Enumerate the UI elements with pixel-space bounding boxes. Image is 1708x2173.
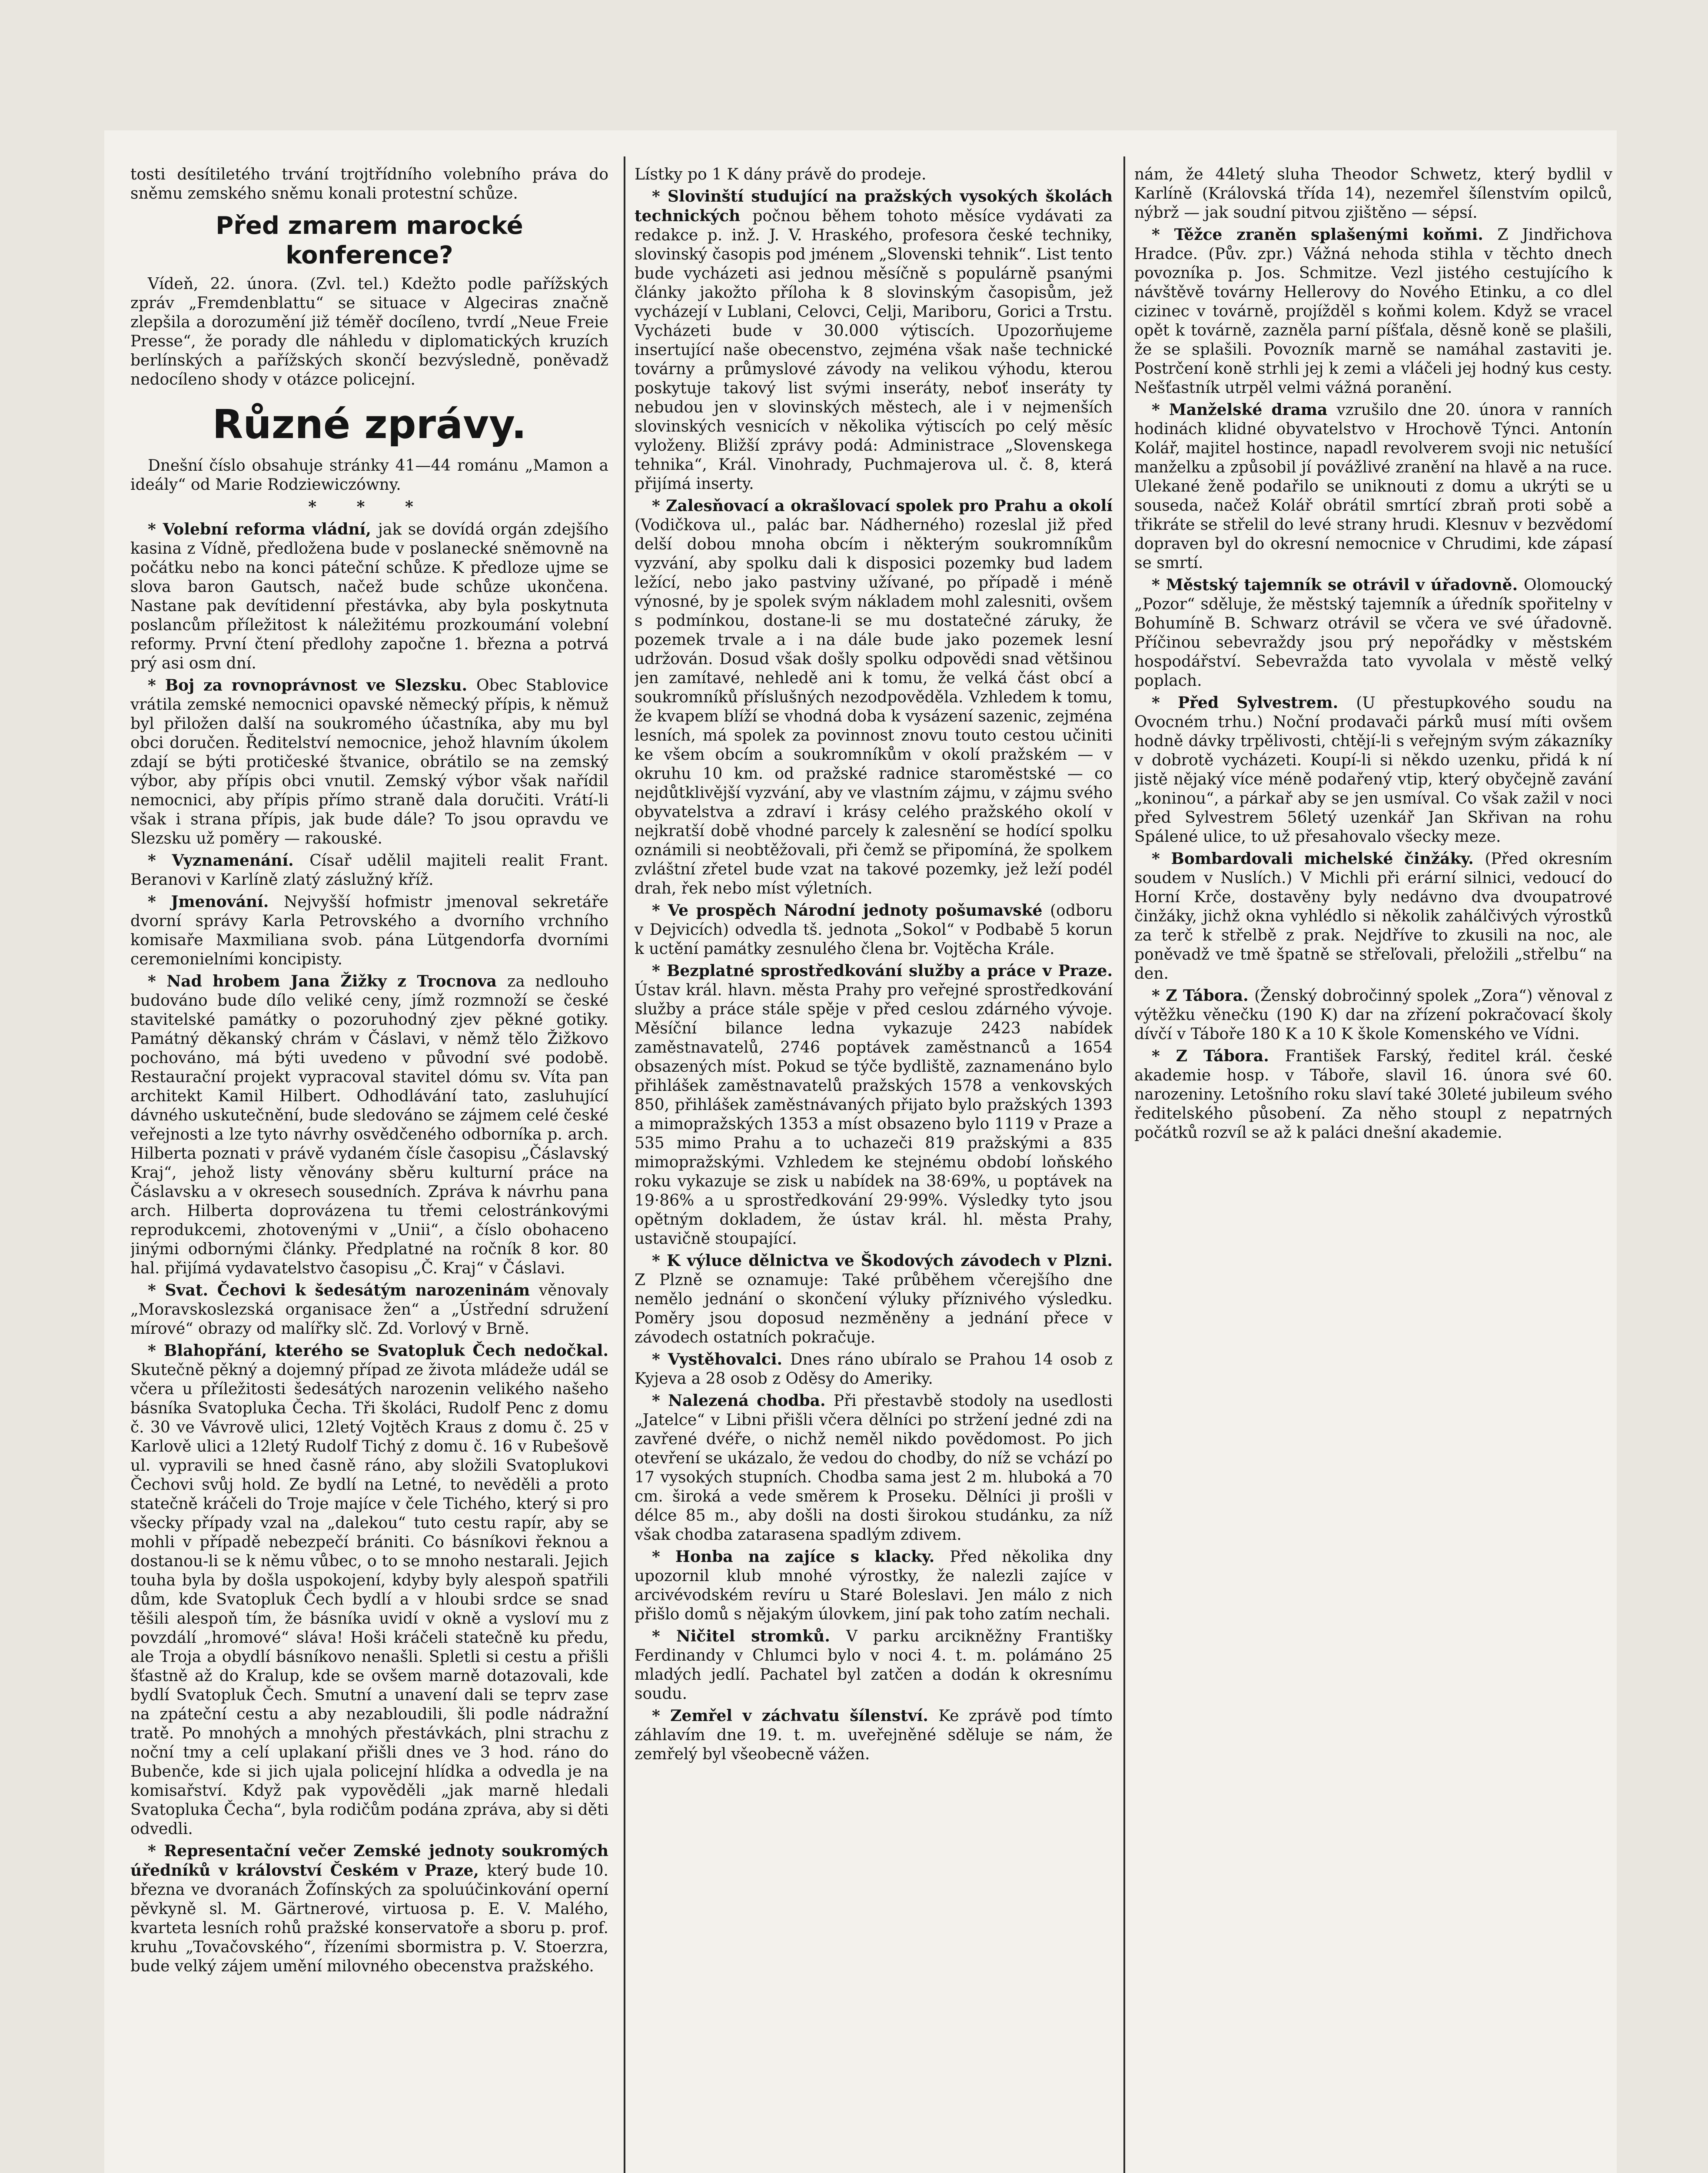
news-item-text: Olomoucký „Pozor“ sděluje, že městský tajemník a úředník spořitelny v Bohumíně B. Schwarz otrávil se včera ve své úřadovně. Příčinou sebevraždy jsou prý nepořádky v městském hospodářství. Sebevražda tato vyvolala v městě velký poplach. [1134,576,1612,690]
news-item-text: Dnes ráno ubíralo se Prahou 14 osob z Kyjeva a 28 osob z Oděsy do Ameriky. [635,1351,1113,1388]
article-headline: Před zmarem marocké konference? [216,212,523,269]
news-item-text: vzrušilo dne 20. února v ranních hodinách klidné obyvatelstvo v Hrochově Týnci. Antonín Kolář, majitel hostince, napadl revolverem svoji nic netušící manželku a způsobil jí povážlivé zranění na hlavě a na ruce. Ulekané ženě podařilo se uniknouti z domu a ukrýti se u souseda, načež Kolář obrátil smrtící zbraň proti sobě a třikráte se střelil do levé strany hrudi. Klesnuv v bezvědomí dopraven byl do okresní nemocnice v Chrudimi, kde zápasí se smrtí. [1134,401,1612,572]
news-item-lead: * Před Sylvestrem. [1152,694,1356,712]
news-item-text: který bude 10. března ve dvoranách Žofínských za spoluúčinkování operní pěvkyně sl. M. Gärtnerové, virtuosa p. E. V. Malého, kvarteta lesních rohů pražské konservatoře a sboru p. prof. kruhu „Tovačovského“, řízeními sbormistra p. V. Stoerzra, bude velký zájem umění milovného obecenstva pražského. [130,1862,608,1975]
news-item [635,961,1113,1249]
news-item [130,1841,608,1976]
news-item [635,1706,1113,1764]
news-item-text: Císař udělil majiteli realit Frant. Beranovi v Karlíně zlatý záslužný kříž. [130,852,608,889]
news-item [1134,693,1612,847]
news-item-text: Z Jindřichova Hradce. (Pův. zpr.) Vážná nehoda stihla v těchto dnech povozníka p. Jos. Schmitze. Vezl jistého cestujícího k návštěvě továrny Hellerovy do Nového Etinku, a co dlel cizinec v továrně, projížděl s koňmi kolem. Když se vracel opět k továrně, zazněla parní píšťala, děsně koně se plašili, že se splašili. Povozník marně se namáhal zastaviti je. Postrčení koně strhli jej k zemi a vláčeli jej hodný kus cesty. Nešťastník utrpěl velmi vážná poranění. [1134,226,1612,397]
news-item-lead: * Vyznamenání. [148,851,310,870]
news-item [130,851,608,890]
news-item-lead: * Zemřel v záchvatu šílenství. [652,1707,939,1725]
novel-note: Dnešní číslo obsahuje stránky 41—44 románu „Mamon a ideály“ od Marie Rodziewiczówny. [130,457,608,494]
news-item-text: Ke zprávě pod tímto záhlavím dne 19. t. m. uveřejněné sděluje se nám, že zemřelý byl všeobecně vážen. [635,1707,1113,1763]
news-item [130,972,608,1278]
news-item-text: (odboru v Dejvicích) odvedla tš. jednota „Sokol“ v Podbabě 5 korun k uctění památky zesnulého člena br. Vojtěcha Krále. [635,902,1113,958]
news-item-lead: * Z Tábora. [1152,987,1255,1005]
column-rule [624,156,625,2173]
news-item-lead: * Vystěhovalci. [652,1350,790,1369]
news-item-text: za nedlouho budováno bude dílo veliké ceny, jímž rozmnoží se české stavitelské památky o pozoruhodný zjev pěkné gotiky. Památný děkanský chrám v Čáslavi, v němž tělo Žižkovo pochováno, má býti uvedeno v původní své podobě. Restaurační projekt vypracoval stavitel dómu sv. Víta pan architekt Kamil Hilbert. Odhodlávání tato, zasluhující dávného uskutečnění, bude sledováno se zájmem celé české veřejnosti a lze tyto návrhy osvědčeného odborníka p. arch. Hilberta poznati v právě vydaném čísle časopisu „Čáslavský Kraj“, jehož listy věnovány sběru kulturní práce na Čáslavsku a v okresech sousedních. Zpráva k návrhu pana arch. Hilberta doprovázena tu třemi celostránkovými reprodukcemi, zhotovenými v „Unii“, a číslo obohaceno jinými odbornými články. Předplatné na ročník 8 kor. 80 hal. přijímá vydavatelstvo časopisu „Č. Kraj“ v Čáslavi. [130,973,608,1277]
news-item [635,1251,1113,1347]
column-right [1134,165,1612,2173]
section-title: Různé zprávy. [212,401,527,448]
news-item [1134,1047,1612,1143]
news-item-text: Obec Stablovice vrátila zemské nemocnici opavské německý přípis, k němuž byl přiložen další na soukromého účastníka, aby mu byl obci doručen. Ředitelství nemocnice, jehož hlavním úkolem zdají se býti protičeské štvanice, obrátilo se na zemský výbor, aby přípis obci vnutil. Zemský výbor však nařídil nemocnici, aby přípis přímo straně dala doručiti. Vrátí-li však i strana přípis, jak bude dále? To jsou opravdu ve Slezsku už poměry — rakouské. [130,677,608,847]
news-item-text: počnou během tohoto měsíce vydávati za redakce p. inž. J. V. Hraského, profesora české techniky, slovinský časopis pod jménem „Slovenski tehnik“. List tento bude vycházeti asi jednou měsíčně s populárně psanými články jakožto příloha k 8 slovinským časopisům, jež vycházejí v Lublani, Celovci, Celji, Mariboru, Gorici a Trstu. Vycházeti bude v 30.000 výtiscích. Upozorňujeme insertující naše obecenstvo, zejména však naše technické továrny a průmyslové závody na velikou výhodu, kterou poskytuje takový list svými inseráty, neboť inseráty ty nebudou jen v slovinských městech, ale i v nejmenších slovinských vesnicích v několika výtiscích po celý měsíc vyloženy. Bližší zprávy podá: Administrace „Slovenskega tehnika“, Král. Vinohrady, Puchmajerova ul. č. 8, která přijímá inserty. [635,207,1113,493]
news-item [130,892,608,969]
news-item-lead: * Slovinští studující na pražských vysokých školách technických [635,187,1113,225]
news-item-text: František Farský, ředitel král. české akademie hosp. v Táboře, slavil 16. února své 60. narozeniny. Letošního roku slaví také 30leté jubileum svého ředitelského působení. Za něho stoupl z nepatrných počátků rozvíl se až k paláci dnešní akademie. [1134,1047,1612,1142]
news-item [130,520,608,673]
intro-text: nám, že 44letý sluha Theodor Schwetz, který bydlil v Karlíně (Královská třída 14), nezemřel šílenstvím opilců, nýbrž — jak soudní pitvou zjištěno — sépsí. [1134,166,1612,222]
news-items [635,187,1113,1764]
separator-stars: * * * [308,498,431,516]
news-item-text: Skutečně pěkný a dojemný případ ze života mládeže udál se včera u příležitosti šedesátých narozenin velikého našeho básníka Svatopluka Čecha. Tři školáci, Rudolf Penc z domu č. 30 ve Vávrově ulici, 12letý Vojtěch Kraus z domu č. 25 v Karlově ulici a 12letý Rudolf Tichý z domu č. 16 v Rubešově ul. vypravili se hned časně ráno, aby složili Svatoplukovi Čechovi svůj hold. Ze bydlí na Letné, to nevěděli a proto statečně kráčeli do Troje majíce v čele Tichého, který si pro všecky případy vzal na „dalekou“ tuto cestu rapír, aby se mohli v případě nebezpečí brániti. Co básníkovi řeknou a dostanou-li se k němu vůbec, o to se mnoho nestarali. Jejich touha byla by došla uspokojení, kdyby byly alespoň spatřili dům, kde Svatopluk Čech bydlí a v hloubi srdce se snad těšili alespoň tím, že básníka uvidí v okně a vysloví mu z povzdálí „hromové“ sláva! Hoši kráčeli statečně ku předu, ale Troja a obydlí básníkovo nenašli. Spletli si cestu a přišli šťastně až do Kralup, kde se ovšem marně dotazovali, kde bydlí Svatopluk Čech. Smutní a unavení dali se teprv zase na zpáteční cestu a aby nezabloudili, šli podle nádražní tratě. Po mnohých a mnohých přestávkách, plni strachu z noční tmy a celí uplakaní přišli dnes ve 3 hod. ráno do Bubenče, kde si jich ujala policejní hlídka a odvedla je na komisařství. Když pak vypověděli „jak marně hledali Svatopluka Čecha“, byla rodičům podána zpráva, aby si děti odvedli. [130,1361,608,1838]
news-item [1134,225,1612,398]
news-item-lead: * K výluce dělnictva ve Škodových závodech v Plzni. [652,1252,1113,1270]
news-item-text: V parku arcikněžny Františky Ferdinandy v Chlumci bylo v noci 4. t. m. polámáno 25 mladých jedlí. Pachatel byl zatčen a dodán k okresnímu soudu. [635,1628,1113,1703]
news-item [1134,575,1612,691]
news-item-text: Ústav král. hlavn. města Prahy pro veřejné sprostředkování služby a práce stále spěje v před ceslou zdárného vývoje. Měsíční bilance ledna vykazuje 2423 nabídek zaměstnavatelů, 2746 poptávek zaměstnanců a 1654 obsazených míst. Pokud se týče bydliště, zaznamenáno bylo přihlášek zaměstnavatelů pražských 1578 a venkovských 850, přihlášek zaměstnávaných přijato bylo pražských 1393 a mimopražských 1353 a míst obsazeno bylo 1119 v Praze a 535 mimo Prahu a to uchazeči 819 pražskými a 835 mimopražskými. Vzhledem ke stejnému období loňského roku vykazuje se zisk u nabídek na 38·69%, u poptávek na 19·86% a u sprostředkování 29·99%. Výsledky tyto jsou opětným dokladem, že ústav král. hl. města Prahy, ustavičně stoupající. [635,981,1113,1248]
news-item-lead: * Ve prospěch Národní jednoty pošumavské [652,901,1050,920]
column-left [130,165,608,2173]
news-item [635,1547,1113,1624]
news-item-text: (U přestupkového soudu na Ovocném trhu.) Noční prodavači párků musí míti ovšem hodně dávky trpělivosti, chtějí-li s veřejným svým zákazníky v dobrotě vycházeti. Koupí-li si někdo uzenku, přidá k ní jistě nějaký více méně podařený vtip, který obyčejně zavání „koninou“, a párkař aby se jen usmíval. Co však zažil v noci před Sylvestrem 56letý uzenkář Jan Skřivan na rohu Spálené ulice, to už přesahovalo všecky meze. [1134,694,1612,846]
news-item-text: Nejvyšší hofmistr jmenoval sekretáře dvorní správy Karla Petrovského a dvorního vrchního komisaře Maxmiliana svob. pána Lütgendorfa dvorními ceremonielními koncipisty. [130,893,608,968]
news-item-text: Z Plzně se oznamuje: Také průběhem včerejšího dne nemělo jednání o skončení výluky příznivého výsledku. Poměry jsou doposud nezměněny a jednání přece v závodech ostatních pokračuje. [635,1271,1113,1346]
news-item [635,496,1113,898]
news-item-lead: * Boj za rovnoprávnost ve Slezsku. [148,676,476,694]
news-item-text: (Vodičkova ul., palác bar. Nádherného) rozeslal již před delší dobou mnoha obcím i některým soukromníkům vyzvání, aby spolku dali k disposici pozemky bud ladem ležící, nebo jako pastviny užívané, po případě i méně výnosné, by je spolek svým nákladem mohl zalesniti, ovšem s podmínkou, dostane-li se mu dostatečné záruky, že pozemek trvale a i na dále bude jako pozemek lesní udržován. Dosud však došly spolku odpovědi snad většinou jen zamítavé, nehledě ani k tomu, že velká část obcí a soukromníků příslušných nezodpověděla. Vzhledem k tomu, že kvapem blíží se vhodná doba k vysázení sazenic, zejména lesních, má spolek za povinnost znovu touto cestou učiniti ke všem obcím a soukromníkům v okolí pražském — v okruhu 10 km. od pražské radnice staroměstské — co nejdůtklivější vyzvání, aby ve vlastním zájmu, v zájmu svého obyvatelstva a zdraví i krásy celého pražského okolí v nejkratší době vhodné parcely k zalesnění se hodící spolku oznámili si neobtěžovali, při čemž se připomíná, že spolkem zvláštní zřetel bude vzat na takové pozemky, jež leží podél drah, řek nebo míst výletních. [635,516,1113,897]
dispatch-text: Vídeň, 22. února. (Zvl. tel.) Kdežto podle pařížských zpráv „Fremdenblattu“ se situace v Algeciras značně zlepšila a dorozumění již téměř docíleno, tvrdí „Neue Freie Presse“, že porady dle náhledu v diplomatických kruzích berlínských a pařížských skončí bezvýsledně, poněvadž nedocíleno shody v otázce policejní. [130,275,608,389]
news-item-lead: * Bombardovali michelské činžáky. [1152,850,1485,868]
news-item [635,1627,1113,1704]
news-item [635,1391,1113,1545]
news-item-lead: * Volební reforma vládní, [148,520,378,538]
news-item-lead: * Ničitel stromků. [652,1627,846,1645]
news-item-lead: * Městský tajemník se otrávil v úřadovně. [1152,576,1524,594]
news-item-text: jak se dovídá orgán zdejšího kasina z Vídně, předložena bude v poslanecké sněmovně na počátku nebo na konci páteční schůze. K předloze ujme se slova baron Gautsch, načež bude schůze ukončena. Nastane pak devítidenní přestávka, aby byla poskytnuta poslancům příležitost k náležitému prozkoumání volební reformy. První čtení předlohy započne 1. března a potrvá prý asi osm dní. [130,521,608,672]
news-item [635,1350,1113,1389]
news-item-lead: * Zalesňovací a okrašlovací spolek pro Prahu a okolí [652,497,1113,515]
intro-text: Lístky po 1 K dány právě do prodeje. [635,166,927,183]
news-item-lead: * Blahopřání, kterého se Svatopluk Čech nedočkal. [148,1342,608,1360]
news-item-lead: * Svat. Čechovi k šedesátým narozeninám [148,1281,539,1299]
newspaper-page [104,130,1617,2173]
news-item [130,1281,608,1339]
news-item-text: Před několika dny upozornil klub mnohé výrostky, že nalezli zajíce v arcivévodském revíru u Staré Boleslavi. Jen málo z nich přišlo domů s nějakým úlovkem, jiní pak toho zatím nechali. [635,1548,1113,1623]
news-item-text: (Ženský dobročinný spolek „Zora“) věnoval z výtěžku věnečku (190 K) dar na zřízení pokračovací školy dívčí v Táboře 180 K a 10 K škole Komenského ve Vídni. [1134,987,1612,1043]
news-item-lead: * Těžce zraněn splašenými koňmi. [1152,226,1498,244]
news-item [635,187,1113,494]
news-item-lead: * Z Tábora. [1152,1047,1285,1065]
column-rule [1123,156,1125,2173]
news-item-lead: * Honba na zajíce s klacky. [652,1548,950,1566]
news-item [1134,986,1612,1044]
news-item-text: Při přestavbě stodoly na usedlosti „Jatelce“ v Libni přišli včera dělníci po stržení jedné zdi na zavřené dvéře, o nichž neměl nikdo povědomost. Po jich otevření se ukázalo, že vedou do chodby, do níž se vchází po 17 vysokých stupních. Chodba sama jest 2 m. hluboká a 70 cm. široká a vede směrem k Proseku. Dělníci ji prošli v délce 85 m., aby došli na dosti širokou studánku, za níž však chodba zatarasena spadlým zdivem. [635,1392,1113,1544]
news-item-lead: * Manželské drama [1152,401,1337,419]
news-item-text: (Před okresním soudem v Nuslích.) V Michli při erární silnici, vedoucí do Horní Krče, dostavěny byly nedávno dva dvoupatrové činžáky, jichž okna vyhlédlo si několik zahálčivých výrostků za terč k střelbě z prak. Nejdříve to zkusili na noc, ale poněvadž ve tmě špatně se střeľovali, přeložili „střelbu“ na den. [1134,850,1612,983]
news-item-lead: * Bezplatné sprostředkování služby a práce v Praze. [652,962,1113,980]
news-item-text: věnovaly „Moravskoslezská organisace žen“ a „Ústřední sdružení mírové“ obrazy od malířky slč. Zd. Vorlový v Brně. [130,1282,608,1338]
news-item [1134,849,1612,983]
news-item [635,901,1113,959]
news-item [1134,400,1612,573]
news-item-lead: * Nalezená chodba. [652,1392,834,1410]
news-item [130,1341,608,1839]
news-items [1134,225,1612,1143]
column-middle [635,165,1113,2173]
news-item [130,676,608,848]
news-item-lead: * Representační večer Zemské jednoty soukromých úředníků v království Českém v Praze, [130,1842,608,1880]
news-item-lead: * Nad hrobem Jana Žižky z Trocnova [148,972,508,990]
news-item-lead: * Jmenování. [148,893,284,911]
intro-text: tosti desítiletého trvání trojtřídního volebního práva do sněmu zemského sněmu konali protestní schůze. [130,166,608,203]
news-items [130,520,608,1976]
